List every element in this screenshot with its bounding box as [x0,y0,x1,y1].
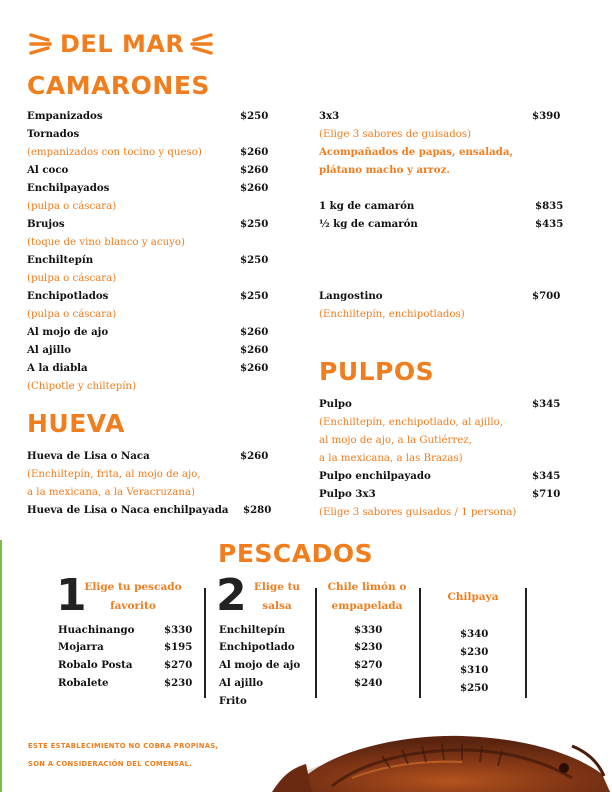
menu-item-name: Hueva de Lisa o Naca [27,450,150,462]
menu-item-name: Al ajillo [27,344,72,356]
menu-item-extra: Acompañados de papas, ensalada, [319,146,514,158]
step-label-2 [244,580,310,614]
column-label-line: Chile limón o [327,581,407,593]
section-title-pulpos: PULPOS [319,357,435,386]
menu-item-price: $260 [240,450,269,462]
menu-item-name: Pulpo 3x3 [319,488,376,500]
fish-price: $330 [164,624,193,636]
chile-limon-price: $330 [354,624,383,636]
menu-item-name: Tornados [27,128,80,140]
chile-limon-price: $240 [354,677,383,689]
salsa-option: Al mojo de ajo [219,659,301,671]
menu-item-note: a la mexicana, a la Veracruzana) [27,487,195,498]
footer-line-1: ESTE ESTABLECIMIENTO NO COBRA PROPINAS, [28,742,219,750]
menu-item-name: Hueva de Lisa o Naca enchilpayada [27,504,229,516]
page-edge-accent [0,540,2,792]
menu-item-name: ½ kg de camarón [319,218,418,230]
step-label-line: favorito [110,600,156,612]
menu-item-name: Langostino [319,290,383,302]
menu-item-note: (Enchiltepín, enchipotlados) [319,309,465,320]
menu-item-name: Al mojo de ajo [27,326,109,338]
chevron-left-icon [186,30,214,58]
menu-item-name: Enchiltepín [27,254,94,266]
column-divider [525,588,527,698]
page-title: DEL MAR [60,30,185,58]
menu-item-price: $260 [240,182,269,194]
menu-item-price: $250 [240,218,269,230]
fish-name: Mojarra [58,641,104,653]
menu-item-price: $260 [240,146,269,158]
footer-line-2: SON A CONSIDERACIÓN DEL COMENSAL. [28,760,193,768]
menu-item-name: Pulpo [319,398,352,410]
column-divider [419,588,421,698]
menu-item-price: $250 [240,110,269,122]
menu-item-note: (pulpa o cáscara) [27,309,117,320]
fish-name: Huachinango [58,624,135,636]
menu-item-price: $260 [240,362,269,374]
menu-item-name: Brujos [27,218,65,230]
menu-item-name: 3x3 [319,110,340,122]
menu-item-price: $260 [240,326,269,338]
step-label-line: Elige tu [253,581,301,593]
chilpaya-price: $310 [460,664,489,676]
menu-item-note: (toque de vino blanco y acuyo) [27,237,185,248]
fish-image [272,716,612,792]
salsa-option: Al ajillo [219,677,264,689]
chilpaya-price: $250 [460,682,489,694]
menu-item-price: $435 [535,218,564,230]
section-title-pescados: PESCADOS [218,539,374,568]
chilpaya-price: $230 [460,646,489,658]
salsa-option: Enchiltepín [219,624,286,636]
menu-item-price: $835 [535,200,564,212]
menu-item-price: $250 [240,290,269,302]
menu-item-note: (empanizados con tocino y queso) [27,147,202,158]
menu-item-price: $710 [532,488,561,500]
fish-price: $270 [164,659,193,671]
fish-name: Robalete [58,677,109,689]
menu-item-price: $345 [532,398,561,410]
menu-item-note: (pulpa o cáscara) [27,201,117,212]
chile-limon-price: $270 [354,659,383,671]
column-label-line: empapelada [331,600,403,612]
menu-item-price: $250 [240,254,269,266]
menu-item-name: 1 kg de camarón [319,200,415,212]
menu-item-name: Enchipotlados [27,290,109,302]
menu-item-note: (pulpa o cáscara) [27,273,117,284]
menu-item-note: (Chipotle y chiltepín) [27,381,137,392]
menu-item-price: $280 [243,504,272,516]
chevron-right-icon [28,30,56,58]
column-divider [315,588,317,698]
step-label-line: salsa [262,600,292,612]
section-title-hueva: HUEVA [27,409,125,438]
fish-price: $230 [164,677,193,689]
menu-item-name: Al coco [27,164,69,176]
menu-item-price: $345 [532,470,561,482]
menu-item-note: (Enchiltepín, enchipotlado, al ajillo, [319,417,503,428]
section-title-camarones: CAMARONES [27,71,210,100]
menu-item-note: a la mexicana, a las Brazas) [319,453,463,464]
step-number-1: 1 [56,570,87,621]
column-label-chilpaya: Chilpaya [447,591,499,603]
menu-item-name: A la diabla [27,362,88,374]
column-divider [204,588,206,698]
header [28,28,228,62]
menu-item-extra: plátano macho y arroz. [319,164,450,176]
chile-limon-price: $230 [354,641,383,653]
menu-item-name: Empanizados [27,110,103,122]
salsa-option: Enchipotlado [219,641,295,653]
menu-item-name: Pulpo enchilpayado [319,470,431,482]
column-label-chile-limon [320,580,414,614]
step-number-2: 2 [216,570,247,621]
step-label-1 [78,580,188,614]
menu-item-note: (Elige 3 sabores de guisados) [319,129,472,140]
menu-item-note: al mojo de ajo, a la Gutiérrez, [319,435,472,446]
salsa-option: Frito [219,695,247,707]
menu-item-name: Enchilpayados [27,182,110,194]
menu-item-price: $260 [240,344,269,356]
fish-name: Robalo Posta [58,659,133,671]
menu-item-price: $390 [532,110,561,122]
step-label-line: Elige tu pescado [84,581,182,593]
menu-item-note: (Enchiltepín, frita, al mojo de ajo, [27,469,201,480]
fish-price: $195 [164,641,193,653]
chilpaya-price: $340 [460,628,489,640]
menu-item-price: $700 [532,290,561,302]
menu-item-price: $260 [240,164,269,176]
menu-item-note: (Elige 3 sabores guisados / 1 persona) [319,507,517,518]
